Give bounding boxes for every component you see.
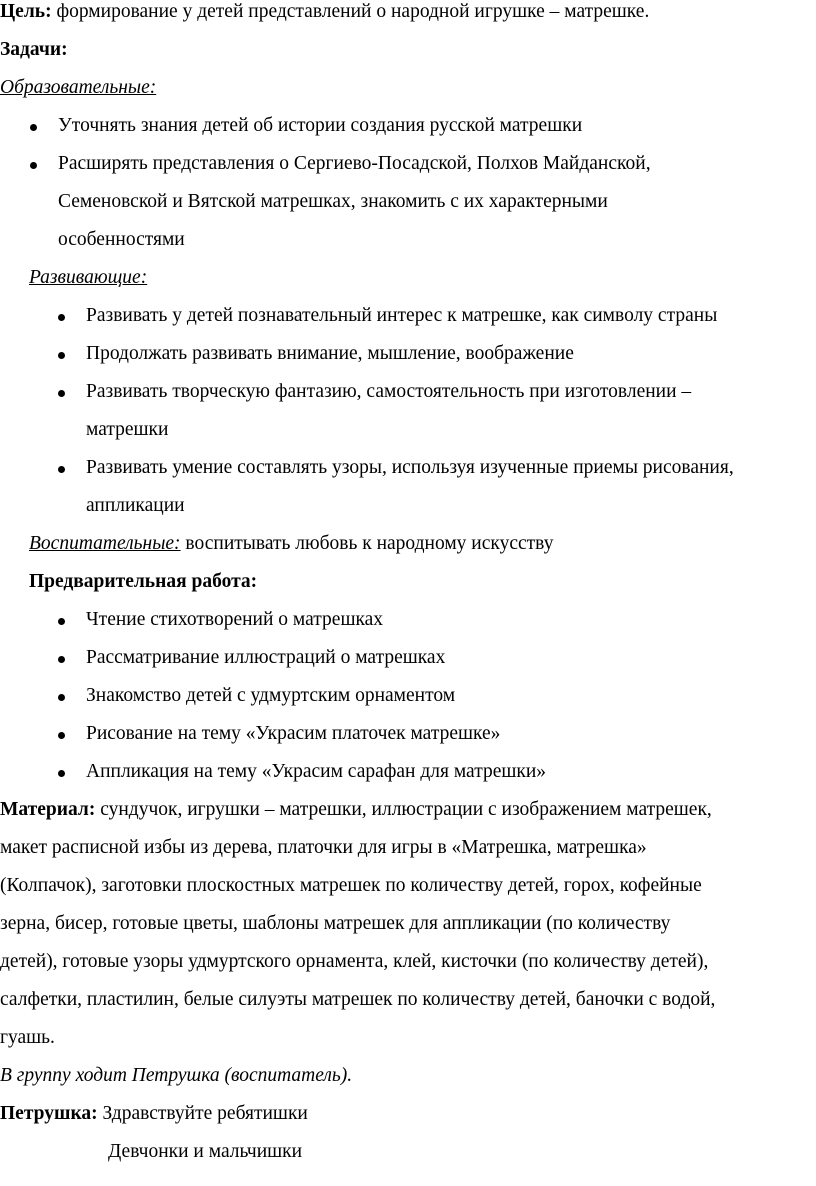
petrushka-line-2: Девчонки и мальчишки <box>108 1141 303 1162</box>
material-continued: детей), готовые узоры удмуртского орнамента, клей, кисточки (по количеству детей), <box>0 951 709 972</box>
bullet-icon <box>58 694 65 701</box>
preliminary-item: Рассматривание иллюстраций о матрешках <box>86 647 446 668</box>
petrushka-label: Петрушка: <box>0 1103 98 1124</box>
bullet-icon <box>58 770 65 777</box>
stage-direction: В группу ходит Петрушка (воспитатель). <box>0 1065 353 1086</box>
developing-item: Развивать у детей познавательный интерес к матрешке, как символу страны <box>86 305 718 326</box>
developing-heading: Развивающие: <box>29 267 148 288</box>
educational-item-continued: Семеновской и Вятской матрешках, знакомить с их характерными <box>58 191 608 212</box>
developing-item-continued: матрешки <box>86 419 169 440</box>
preliminary-item: Аппликация на тему «Украсим сарафан для матрешки» <box>86 761 547 782</box>
upbringing-heading: Воспитательные: <box>29 533 181 554</box>
goal-text: формирование у детей представлений о народной игрушке – матрешке. <box>51 1 650 22</box>
material-continued: зерна, бисер, готовые цветы, шаблоны матрешек для аппликации (по количеству <box>0 913 671 934</box>
material-continued: (Колпачок), заготовки плоскостных матрешек по количеству детей, горох, кофейные <box>0 875 702 896</box>
material-label: Материал: <box>0 799 96 820</box>
preliminary-item: Чтение стихотворений о матрешках <box>86 609 384 630</box>
bullet-icon <box>58 732 65 739</box>
preliminary-item: Знакомство детей с удмуртским орнаментом <box>86 685 456 706</box>
material-continued: гуашь. <box>0 1027 55 1048</box>
goal-label: Цель: <box>0 1 52 22</box>
material-continued: макет расписной избы из дерева, платочки для игры в «Матрешка, матрешка» <box>0 837 647 858</box>
material-line <box>0 798 712 822</box>
educational-item-continued: особенностями <box>58 229 185 250</box>
developing-item: Продолжать развивать внимание, мышление, воображение <box>86 343 574 364</box>
upbringing-line <box>29 532 553 556</box>
bullet-icon <box>58 352 65 359</box>
developing-item: Развивать умение составлять узоры, используя изученные приемы рисования, <box>86 457 734 478</box>
preliminary-item: Рисование на тему «Украсим платочек матрешке» <box>86 723 501 744</box>
developing-item-continued: аппликации <box>86 495 185 516</box>
educational-heading: Образовательные: <box>0 77 157 98</box>
material-continued: салфетки, пластилин, белые силуэты матрешек по количеству детей, баночки с водой, <box>0 989 716 1010</box>
bullet-icon <box>58 314 65 321</box>
preliminary-heading: Предварительная работа: <box>29 571 258 592</box>
educational-item: Расширять представления о Сергиево-Посадской, Полхов Майданской, <box>58 153 651 174</box>
bullet-icon <box>58 656 65 663</box>
bullet-icon <box>58 390 65 397</box>
bullet-icon <box>58 466 65 473</box>
petrushka-text: Здравствуйте ребятишки <box>97 1103 308 1124</box>
petrushka-line <box>0 1102 308 1126</box>
bullet-icon <box>30 162 37 169</box>
tasks-heading: Задачи: <box>0 39 68 60</box>
upbringing-text: воспитывать любовь к народному искусству <box>180 533 554 554</box>
bullet-icon <box>58 618 65 625</box>
developing-item: Развивать творческую фантазию, самостоятельность при изготовлении – <box>86 381 692 402</box>
material-text: сундучок, игрушки – матрешки, иллюстрации с изображением матрешек, <box>95 799 712 820</box>
bullet-icon <box>30 124 37 131</box>
goal-line <box>0 0 649 24</box>
educational-item: Уточнять знания детей об истории создания русской матрешки <box>58 115 583 136</box>
